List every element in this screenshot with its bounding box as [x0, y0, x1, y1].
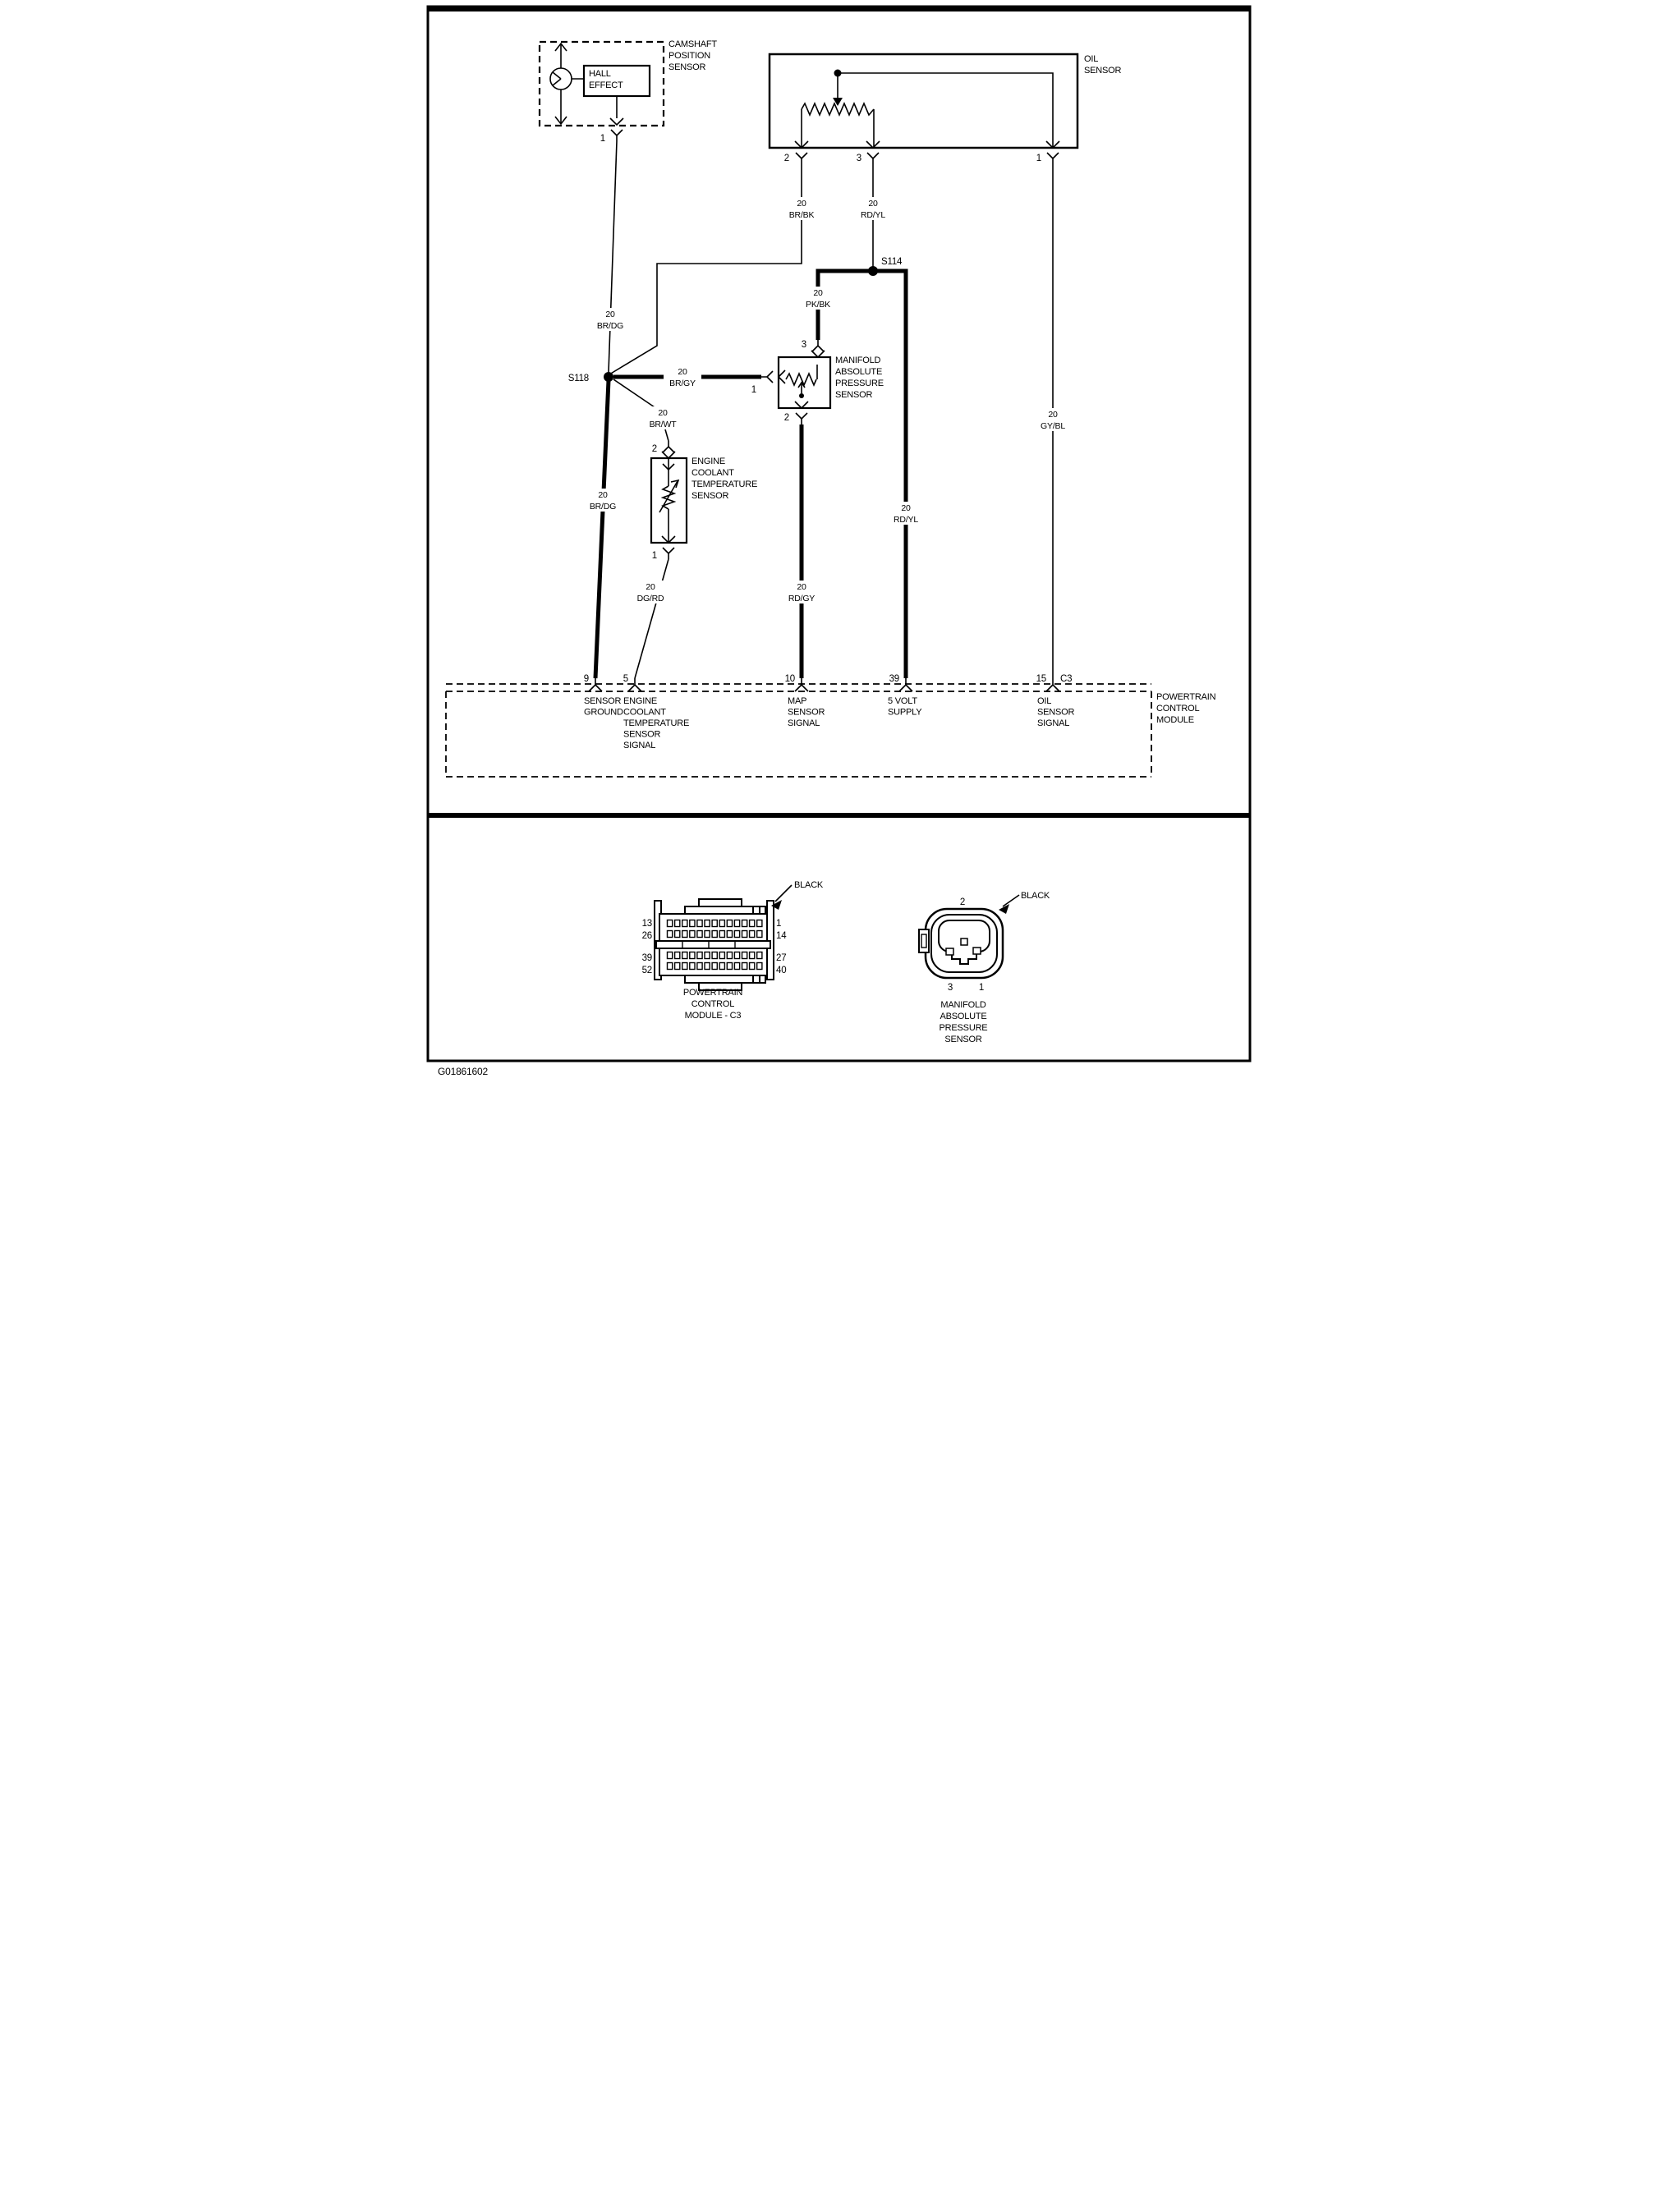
map-conn-caption-1: MANIFOLD — [940, 1000, 986, 1010]
svg-text:BR/DG: BR/DG — [596, 321, 623, 331]
wire-ect-signal — [635, 559, 669, 678]
pcm-c3-row-label-14: 14 — [775, 931, 786, 941]
pcm-name-2: CONTROL — [1156, 704, 1199, 714]
svg-text:20: 20 — [604, 310, 615, 319]
map-name-3: PRESSURE — [834, 379, 884, 388]
pcm-c3-row-label-13: 13 — [641, 919, 652, 929]
svg-text:20: 20 — [645, 582, 655, 592]
ect-name-1: ENGINE — [691, 457, 725, 466]
map-connector-view — [919, 891, 1050, 1044]
pcm-pin5-label-5: SIGNAL — [623, 741, 655, 750]
map-conn-color-callout: BLACK — [1020, 891, 1050, 901]
map-pin3-number: 3 — [801, 340, 806, 350]
map-conn-pin1-cavity — [973, 948, 981, 954]
pcm-pin9-terminal — [589, 678, 602, 691]
wiring-diagram-page — [420, 0, 1258, 1106]
svg-text:20: 20 — [597, 490, 608, 500]
splice-s114-label: S114 — [880, 257, 902, 267]
wire-label-map-5v — [799, 287, 837, 310]
wire-label-cam-ground — [591, 308, 629, 331]
page-frame — [428, 7, 1250, 1061]
pcm-c3-caption-2: CONTROL — [691, 999, 734, 1009]
oil-wiper-junction — [834, 70, 841, 77]
pcm-name-3: MODULE — [1156, 715, 1194, 725]
pcm-c3-row-label-1: 1 — [775, 919, 781, 929]
pcm-pin39-label-2: SUPPLY — [887, 707, 921, 718]
svg-text:PK/BK: PK/BK — [805, 300, 830, 310]
oil-sensor-name-1: OIL — [1083, 54, 1098, 64]
svg-text:20: 20 — [796, 582, 806, 592]
ect-sensor — [651, 441, 757, 561]
map-name-1: MANIFOLD — [834, 356, 880, 365]
oil-pin1-number: 1 — [1036, 154, 1041, 163]
map-conn-pin3-label: 3 — [947, 983, 953, 993]
cam-pin1-number: 1 — [600, 134, 605, 144]
wire-cam-ground — [609, 141, 617, 372]
map-sensor — [751, 340, 883, 425]
ect-pin1-number: 1 — [651, 551, 657, 561]
svg-text:DG/RD: DG/RD — [636, 594, 664, 603]
pcm-c3-color-callout: BLACK — [793, 880, 823, 890]
wire-oil-ground — [609, 164, 802, 374]
map-conn-caption-3: PRESSURE — [939, 1023, 987, 1033]
wire-label-ect-ground — [644, 406, 682, 429]
map-pin2-number: 2 — [783, 413, 789, 423]
pcm-pin39-number: 39 — [889, 674, 899, 684]
pcm-c3-pin-grid-upper — [666, 917, 763, 938]
map-conn-pin2-label: 2 — [959, 897, 965, 907]
hall-chip-label-2: EFFECT — [588, 80, 623, 90]
cam-sensor-name-2: POSITION — [668, 51, 710, 61]
pcm-pin5-label-3: TEMPERATURE — [623, 718, 689, 728]
pcm-pin39-label-1: 5 VOLT — [887, 696, 917, 706]
pcm-pin5-terminal — [628, 678, 641, 691]
map-conn-pin1-label: 1 — [978, 983, 984, 993]
splice-s114-dot — [868, 266, 878, 276]
pcm-pin39-terminal — [899, 678, 912, 691]
ect-name-3: TEMPERATURE — [691, 480, 757, 489]
wire-ect-ground-a — [613, 379, 659, 411]
pcm-name-1: POWERTRAIN — [1156, 692, 1215, 702]
oil-pin2-number: 2 — [783, 154, 789, 163]
pcm-pin9-number: 9 — [583, 674, 589, 684]
svg-text:GY/BL: GY/BL — [1040, 421, 1065, 431]
map-name-4: SENSOR — [834, 390, 872, 400]
wire-ect-ground-b — [665, 429, 669, 441]
svg-text:BR/DG: BR/DG — [589, 502, 616, 512]
wire-map-5v-and-pcm-5v — [818, 271, 906, 678]
pcm-c3-row-label-27: 27 — [775, 953, 786, 963]
wire-label-oil-5v — [854, 197, 892, 220]
hall-chip-label-1: HALL — [588, 69, 611, 79]
wiring-diagram-canvas — [420, 0, 1258, 1106]
pcm-pin10-terminal — [795, 678, 808, 691]
wire-label-oil-ground — [783, 197, 820, 220]
ect-name-2: COOLANT — [691, 468, 734, 478]
pcm-c3-connector-view — [641, 880, 823, 1021]
pcm-pin5-label-2: COOLANT — [623, 707, 666, 718]
pcm-pin15-label-2: SENSOR — [1036, 707, 1074, 718]
pcm-c3-caption-1: POWERTRAIN — [682, 988, 742, 998]
svg-text:RD/YL: RD/YL — [860, 210, 885, 220]
cam-pin1-fork — [611, 130, 623, 141]
pcm-pin5-number: 5 — [623, 674, 628, 684]
wire-label-pcm-ground — [584, 489, 622, 512]
pcm-c3-row-label-40: 40 — [775, 966, 786, 975]
pcm-pin5-label-4: SENSOR — [623, 729, 660, 740]
camshaft-position-sensor — [540, 39, 717, 144]
oil-sensor — [770, 54, 1122, 164]
pcm-pin15-connector: C3 — [1059, 674, 1072, 684]
svg-text:20: 20 — [796, 199, 806, 209]
pcm-pin9-label-2: GROUND — [583, 707, 623, 718]
ect-name-4: SENSOR — [691, 491, 728, 501]
map-conn-pin3-cavity — [946, 948, 953, 955]
pcm-pin15-label-1: OIL — [1036, 696, 1051, 706]
map-name-2: ABSOLUTE — [834, 367, 882, 377]
oil-pin3-number: 3 — [856, 154, 861, 163]
svg-text:20: 20 — [657, 408, 668, 418]
pcm-c3-row-label-39: 39 — [641, 953, 652, 963]
splice-s118-dot — [604, 372, 613, 382]
map-conn-caption-2: ABSOLUTE — [939, 1012, 987, 1021]
svg-text:20: 20 — [1047, 410, 1058, 420]
wire-pcm-ground — [595, 380, 609, 678]
svg-text:RD/YL: RD/YL — [893, 515, 918, 525]
cam-sensor-name-1: CAMSHAFT — [668, 39, 717, 49]
svg-text:BR/WT: BR/WT — [649, 420, 676, 429]
svg-text:20: 20 — [867, 199, 878, 209]
cam-sensor-name-3: SENSOR — [668, 62, 705, 72]
pcm-pin9-label-1: SENSOR — [583, 696, 621, 706]
svg-text:BR/BK: BR/BK — [788, 210, 814, 220]
svg-text:RD/GY: RD/GY — [788, 594, 815, 603]
powertrain-control-module-box — [446, 674, 1216, 777]
pcm-pin10-label-2: SENSOR — [787, 707, 825, 718]
map-conn-pin2-cavity — [961, 938, 967, 945]
pcm-pin10-label-1: MAP — [787, 696, 806, 706]
pcm-pin15-terminal — [1046, 678, 1059, 691]
pcm-c3-row-label-26: 26 — [641, 931, 652, 941]
cam-pin1-chevron — [610, 118, 623, 125]
pcm-pin10-label-3: SIGNAL — [787, 718, 820, 728]
svg-text:20: 20 — [677, 367, 687, 377]
pcm-pin10-number: 10 — [784, 674, 795, 684]
pcm-pin15-label-3: SIGNAL — [1036, 718, 1069, 728]
ect-pin2-number: 2 — [651, 444, 657, 454]
oil-sensor-name-2: SENSOR — [1083, 66, 1121, 76]
wire-label-map-ground — [664, 365, 701, 388]
pcm-pin15-number: 15 — [1036, 674, 1046, 684]
svg-text:20: 20 — [900, 503, 911, 513]
map-pin1-number: 1 — [751, 385, 756, 395]
map-conn-caption-4: SENSOR — [944, 1035, 982, 1044]
pcm-c3-caption-3: MODULE - C3 — [684, 1011, 741, 1021]
pcm-c3-row-label-52: 52 — [641, 966, 652, 975]
svg-text:20: 20 — [812, 288, 823, 298]
wire-label-map-signal — [783, 581, 820, 603]
wire-label-ect-signal — [632, 581, 669, 603]
pcm-c3-pin-grid-lower — [666, 951, 763, 972]
wire-label-oil-signal — [1034, 408, 1072, 431]
pcm-pin5-label-1: ENGINE — [623, 696, 657, 706]
figure-code: G01861602 — [437, 1066, 488, 1077]
svg-text:BR/GY: BR/GY — [669, 379, 696, 388]
wire-label-pcm-5v — [887, 502, 925, 525]
splice-s118-label: S118 — [567, 374, 589, 383]
